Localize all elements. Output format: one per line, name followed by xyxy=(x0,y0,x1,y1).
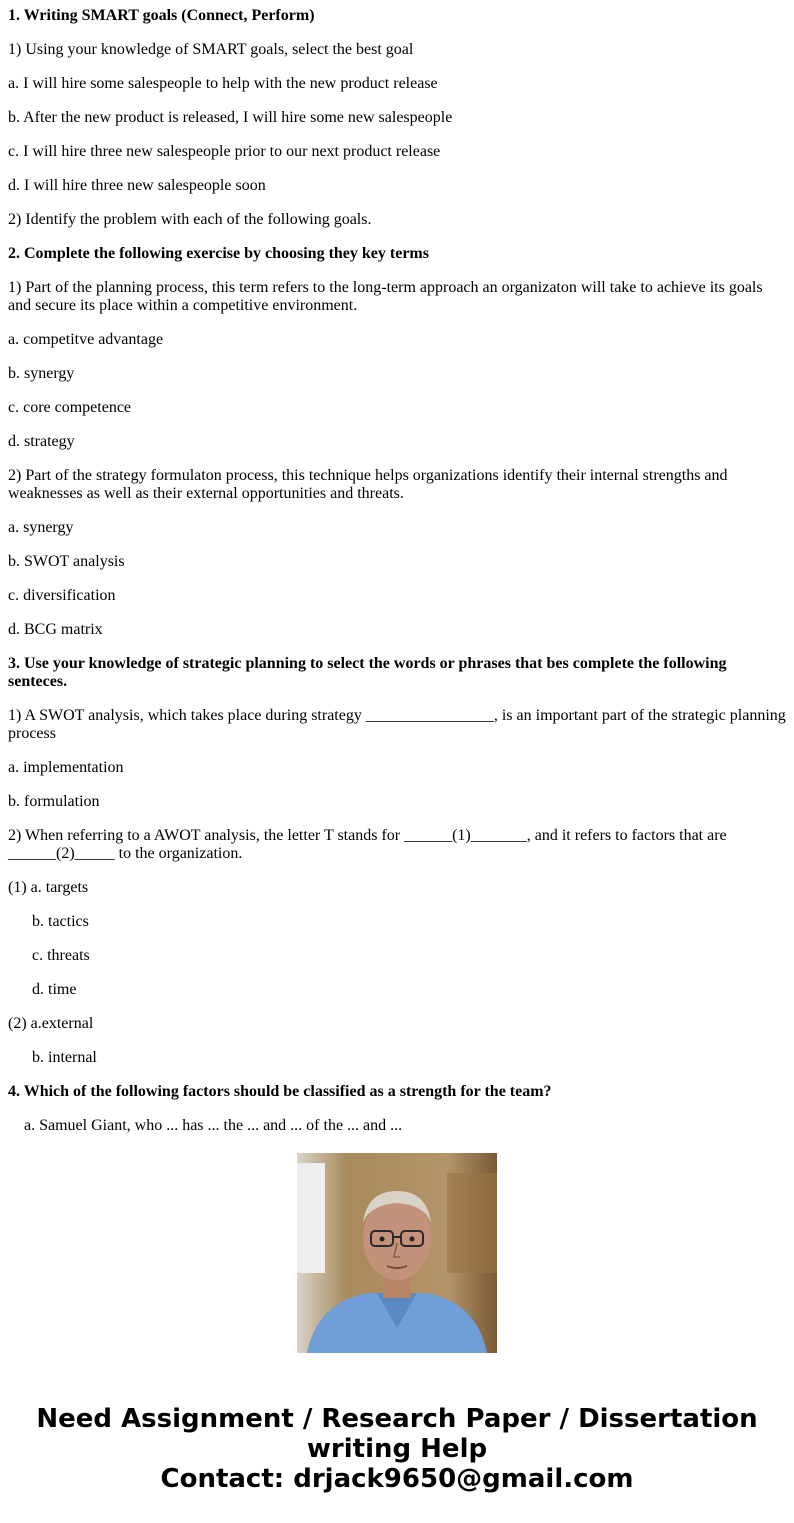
text-paragraph: a. synergy xyxy=(8,519,74,536)
text-paragraph: a. I will hire some salespeople to help with the new product release xyxy=(8,75,438,92)
text-paragraph: 2) Identify the problem with each of the following goals. xyxy=(8,211,372,228)
text-paragraph: b. formulation xyxy=(8,793,100,810)
text-paragraph: b. synergy xyxy=(8,365,75,382)
promo-banner xyxy=(0,1404,794,1494)
text-paragraph: 1) A SWOT analysis, which takes place during strategy ________________, is an important part of the strategic planning process xyxy=(8,707,786,742)
text-paragraph: a. competitve advantage xyxy=(8,331,164,348)
text-paragraph: 1) Using your knowledge of SMART goals, select the best goal xyxy=(8,41,414,58)
document-body xyxy=(8,0,788,1134)
answer-option: b. tactics xyxy=(32,913,89,930)
text-paragraph: d. I will hire three new salespeople soon xyxy=(8,177,266,194)
promo-contact-line: Contact: drjack9650@gmail.com xyxy=(160,1464,634,1494)
answer-option: b. internal xyxy=(32,1049,97,1066)
text-paragraph: d. strategy xyxy=(8,433,75,450)
truncated-paragraph: a. Samuel Giant, who ... has ... the ... and ... of the ... and ... xyxy=(24,1117,403,1134)
answer-option: d. time xyxy=(32,981,77,998)
question-heading: 3. Use your knowledge of strategic planning to select the words or phrases that bes complete the following senteces. xyxy=(8,655,727,690)
text-paragraph: c. core competence xyxy=(8,399,132,416)
text-paragraph: d. BCG matrix xyxy=(8,621,103,638)
text-paragraph: (2) a.external xyxy=(8,1015,94,1032)
text-paragraph: b. After the new product is released, I will hire some new salespeople xyxy=(8,109,453,126)
answer-option: c. threats xyxy=(32,947,90,964)
text-paragraph: b. SWOT analysis xyxy=(8,553,125,570)
text-paragraph: 2) When referring to a AWOT analysis, the letter T stands for ______(1)_______, and it refers to factors that are ______(2)_____ to the organization. xyxy=(8,827,727,862)
text-paragraph: a. implementation xyxy=(8,759,124,776)
promo-line-1: Need Assignment / Research Paper / Dissertation xyxy=(36,1404,758,1434)
text-paragraph: (1) a. targets xyxy=(8,879,89,896)
question-heading: 1. Writing SMART goals (Connect, Perform) xyxy=(8,7,315,24)
question-heading: 2. Complete the following exercise by choosing they key terms xyxy=(8,245,429,262)
question-heading: 4. Which of the following factors should be classified as a strength for the team? xyxy=(8,1083,552,1100)
author-avatar xyxy=(297,1153,497,1353)
promo-line-2: writing Help xyxy=(306,1434,488,1464)
text-paragraph: c. I will hire three new salespeople prior to our next product release xyxy=(8,143,441,160)
author-photo-icon xyxy=(297,1153,497,1353)
text-paragraph: 1) Part of the planning process, this term refers to the long-term approach an organizaton will take to achieve its goals and secure its place within a competitive environment. xyxy=(8,279,763,314)
text-paragraph: c. diversification xyxy=(8,587,116,604)
text-paragraph: 2) Part of the strategy formulaton process, this technique helps organizations identify their internal strengths and weaknesses as well as their external opportunities and threats. xyxy=(8,467,728,502)
